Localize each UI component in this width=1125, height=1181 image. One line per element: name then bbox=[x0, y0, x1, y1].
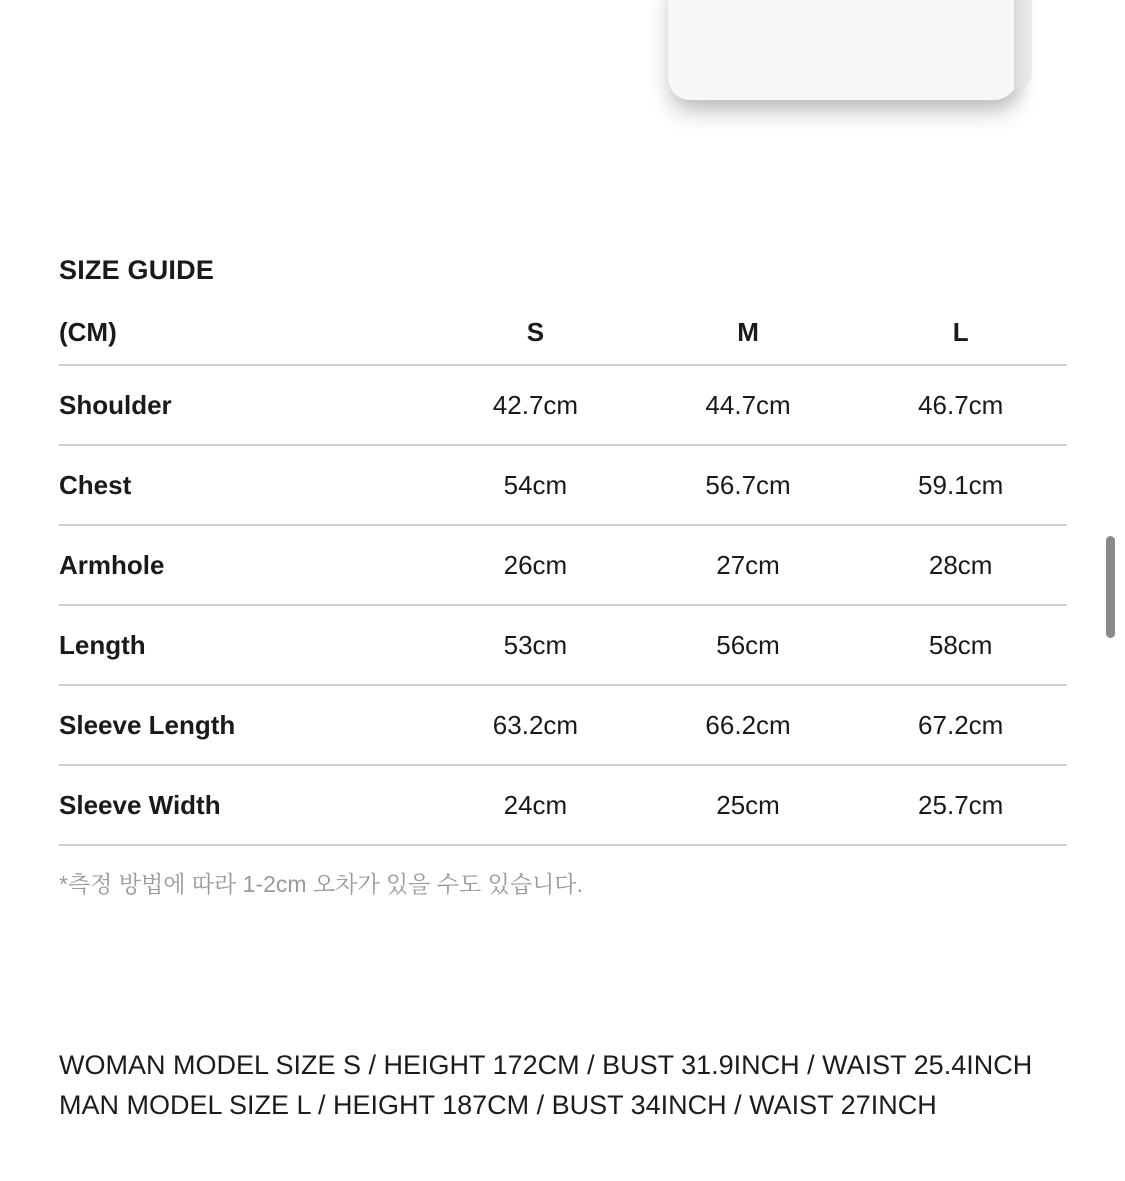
size-table-header bbox=[59, 300, 1067, 366]
row-label: Chest bbox=[59, 469, 132, 500]
row-label: Sleeve Length bbox=[59, 709, 236, 740]
table-row-length bbox=[59, 606, 1067, 686]
row-label: Shoulder bbox=[59, 389, 172, 420]
value-m: 27cm bbox=[716, 549, 780, 580]
table-row-sleeve-length bbox=[59, 686, 1067, 766]
value-m: 66.2cm bbox=[705, 709, 791, 740]
size-guide-title: SIZE GUIDE bbox=[59, 255, 215, 285]
value-s: 53cm bbox=[503, 629, 568, 660]
size-header-m: M bbox=[737, 316, 759, 347]
size-table bbox=[59, 300, 1067, 846]
value-l: 59.1cm bbox=[918, 469, 1004, 500]
value-l: 67.2cm bbox=[918, 709, 1004, 740]
unit-label: (CM) bbox=[59, 316, 117, 347]
value-s: 26cm bbox=[503, 549, 568, 580]
product-image-shadow bbox=[1014, 0, 1032, 90]
row-label: Armhole bbox=[59, 549, 165, 580]
row-label: Sleeve Width bbox=[59, 789, 221, 820]
value-s: 24cm bbox=[503, 789, 568, 820]
value-l: 46.7cm bbox=[918, 389, 1004, 420]
value-m: 25cm bbox=[716, 789, 780, 820]
size-header-s: S bbox=[526, 316, 545, 347]
model-info bbox=[59, 1045, 1032, 1125]
table-row-shoulder bbox=[59, 366, 1067, 446]
value-l: 28cm bbox=[928, 549, 993, 580]
scrollbar-thumb[interactable] bbox=[1106, 536, 1115, 638]
product-image-fragment bbox=[668, 0, 1018, 100]
value-l: 25.7cm bbox=[918, 789, 1004, 820]
size-header-l: L bbox=[952, 316, 969, 347]
value-s: 63.2cm bbox=[492, 709, 579, 740]
woman-model-info: WOMAN MODEL SIZE S / HEIGHT 172CM / BUST 31.9INCH / WAIST 25.4INCH bbox=[59, 1050, 1033, 1080]
table-row-armhole bbox=[59, 526, 1067, 606]
value-s: 42.7cm bbox=[492, 389, 579, 420]
measurement-note: *측정 방법에 따라 1-2cm 오차가 있을 수도 있습니다. bbox=[59, 871, 583, 897]
row-label: Length bbox=[59, 629, 146, 660]
value-m: 56.7cm bbox=[705, 469, 791, 500]
table-row-chest bbox=[59, 446, 1067, 526]
man-model-info: MAN MODEL SIZE L / HEIGHT 187CM / BUST 34INCH / WAIST 27INCH bbox=[59, 1090, 937, 1120]
value-m: 44.7cm bbox=[705, 389, 791, 420]
value-l: 58cm bbox=[928, 629, 993, 660]
value-m: 56cm bbox=[716, 629, 780, 660]
table-row-sleeve-width bbox=[59, 766, 1067, 846]
value-s: 54cm bbox=[503, 469, 568, 500]
